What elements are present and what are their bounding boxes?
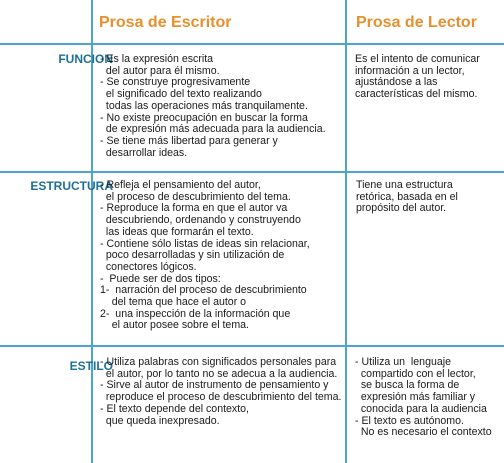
cell-estilo-lector: - Utiliza un lenguaje compartido con el lector, se busca la forma de expresión más familiar y conocida para la audiencia - El texto es autónomo. No es necesario el contexto [355, 356, 492, 439]
header-divider [0, 43, 504, 45]
cell-funcion-escritor: - Es la expresión escrita del autor para él mismo. - Se construye progresivamente el significado del texto realizando todas las operaciones más tranquilamente. - No existe preocupación en buscar la forma de expresión más adecuada para la audiencia. - Se tiene más libertad para generar y desarrollar ideas. [100, 53, 326, 159]
row-label-estructura: ESTRUCTURA [30, 179, 113, 193]
row-label-funcion: FUNCION [58, 52, 113, 66]
row-divider-2 [0, 345, 504, 347]
header-prosa-escritor: Prosa de Escritor [99, 14, 232, 31]
cell-estructura-lector: Tiene una estructura retórica, basada en el propósito del autor. [356, 179, 458, 215]
column-divider-1 [91, 0, 93, 463]
cell-funcion-lector: Es el intento de comunicar información a un lector, ajustándose a las características del mismo. [355, 53, 480, 101]
header-prosa-lector: Prosa de Lector [356, 14, 477, 31]
row-label-estilo: ESTILO [69, 359, 113, 373]
cell-estilo-escritor: - Utiliza palabras con significados personales para el autor, por lo tanto no se adecua a la audiencia. - Sirve al autor de instrumento de pensamiento y reproduce el proceso de descubrimiento del tema. - El texto depende del contexto, que queda inexpresado. [100, 356, 342, 427]
row-divider-1 [0, 171, 504, 173]
cell-estructura-escritor: - Refleja el pensamiento del autor, el proceso de descubrimiento del tema. - Reproduce la forma en que el autor va descubriendo, ordenando y construyendo las ideas que formarán el texto. - Contiene sólo listas de ideas sin relacionar, poco desarrolladas y sin utilización de conectores lógicos. - Puede ser de dos tipos: 1- narración del proceso de descubrimiento del tema que hace el autor o 2- una inspección de la información que el autor posee sobre el tema. [100, 179, 310, 332]
column-divider-2 [345, 0, 347, 463]
